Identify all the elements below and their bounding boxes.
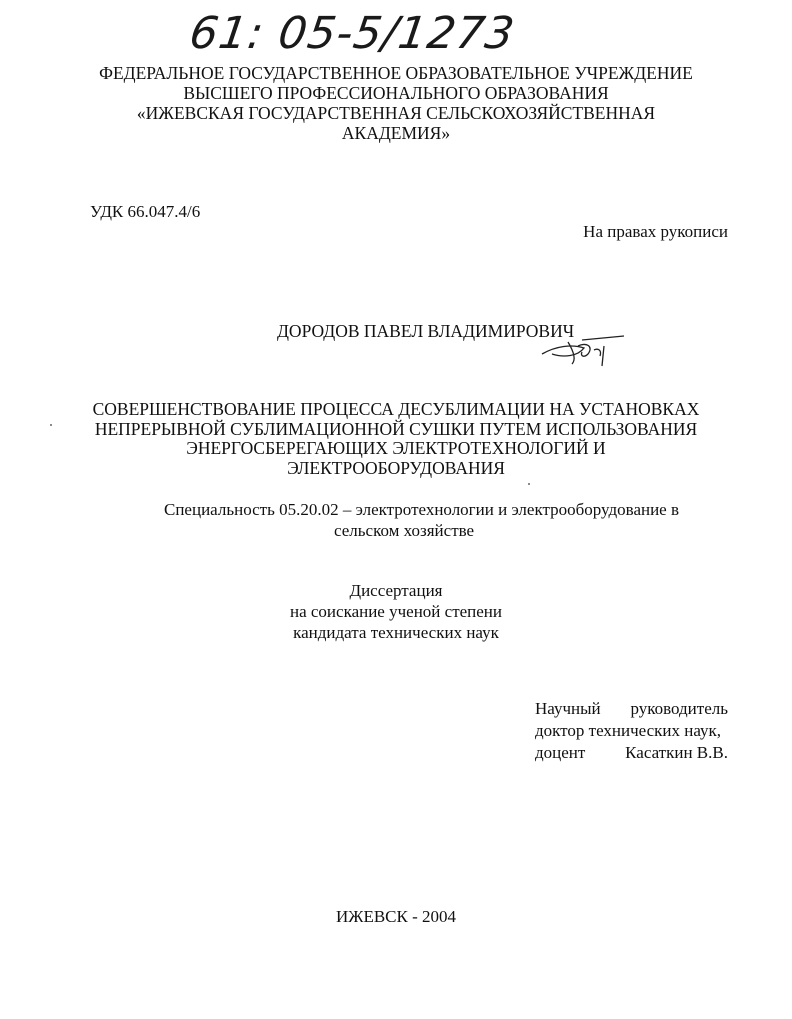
dissertation-title [0,400,792,478]
degree-line: Диссертация [349,581,443,600]
author-name: ДОРОДОВ ПАВЕЛ ВЛАДИМИРОВИЧ [277,321,575,341]
degree-line: на соискание ученой степени [289,602,503,621]
supervisor-row [535,742,728,764]
supervisor-text: руководитель [630,699,728,718]
specialty-line: Специальность 05.20.02 – электротехнологии и электрооборудование в [164,500,680,519]
title-line: НЕПРЕРЫВНОЙ СУБЛИМАЦИОННОЙ СУШКИ ПУТЕМ ИСПОЛЬЗОВАНИЯ [94,418,698,439]
scientific-supervisor [535,698,728,764]
title-line: СОВЕРШЕНСТВОВАНИЕ ПРОЦЕССА ДЕСУБЛИМАЦИИ НА УСТАНОВКАХ [92,399,700,419]
supervisor-text: доцент [535,743,586,762]
supervisor-row [535,720,728,742]
institution-line: АКАДЕМИЯ» [341,123,451,143]
title-line: ЭНЕРГОСБЕРЕГАЮЩИХ ЭЛЕКТРОТЕХНОЛОГИЙ И [186,438,606,458]
institution-line: ВЫСШЕГО ПРОФЕССИОНАЛЬНОГО ОБРАЗОВАНИЯ [183,83,609,103]
institution-header [0,63,792,143]
manuscript-rights: На правах рукописи [583,222,728,241]
dissertation-degree [0,580,792,643]
handwritten-archive-code: 61: 05-5/1273 [186,8,519,59]
institution-line: «ИЖЕВСКАЯ ГОСУДАРСТВЕННАЯ СЕЛЬСКОХОЗЯЙСТВЕННАЯ [136,103,656,123]
specialty-line: сельском хозяйстве [334,521,475,540]
scan-speck [50,424,52,426]
degree-line: кандидата технических наук [293,623,499,642]
scan-speck [528,483,530,485]
supervisor-text: доктор технических наук, [535,721,722,740]
title-line: ЭЛЕКТРООБОРУДОВАНИЯ [287,457,505,478]
author-signature [538,332,628,372]
city-year [0,907,792,927]
supervisor-text: Научный [535,699,601,718]
udk-code: УДК 66.047.4/6 [90,202,201,221]
supervisor-name: Касаткин В.В. [625,743,728,762]
city-year-text: ИЖЕВСК - 2004 [335,907,457,926]
institution-line: ФЕДЕРАЛЬНОЕ ГОСУДАРСТВЕННОЕ ОБРАЗОВАТЕЛЬНОЕ УЧРЕЖДЕНИЕ [99,63,693,83]
supervisor-row [535,698,728,720]
